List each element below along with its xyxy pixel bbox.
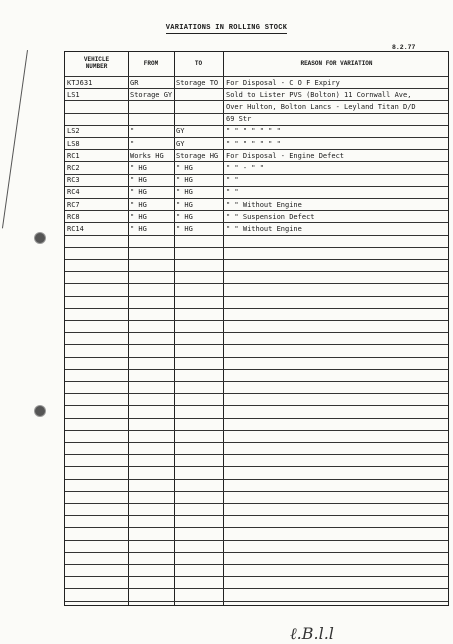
cell-reason: " " [226,188,239,197]
row-divider [65,271,448,272]
cell-vehicle-number: RC1 [67,151,80,160]
variations-table [64,51,449,606]
row-divider [65,296,448,297]
cell-to: " HG [176,163,193,172]
cell-vehicle-number: RC2 [67,163,80,172]
row-divider [65,576,448,577]
cell-from: " [130,127,135,136]
cell-from: GR [130,78,139,87]
cell-reason: " " Without Engine [226,224,302,233]
cell-vehicle-number: RC14 [67,224,84,233]
cell-from: " HG [130,163,147,172]
cell-vehicle-number: KTJ631 [67,78,93,87]
signature: ℓ.B.l.l [290,624,334,643]
cell-from: " HG [130,224,147,233]
cell-from: " [130,139,135,148]
cell-from: " HG [130,212,147,221]
row-divider [65,503,448,504]
row-divider [65,393,448,394]
cell-to: " HG [176,212,193,221]
cell-reason: " " " " " " " [226,127,281,136]
row-divider [65,283,448,284]
cell-vehicle-number: RC4 [67,188,80,197]
cell-to: " HG [176,188,193,197]
row-divider [65,552,448,553]
column-divider [174,52,175,605]
cell-vehicle-number: RC7 [67,200,80,209]
cell-from: Works HG [130,151,164,160]
cell-reason: " " - " " [226,163,264,172]
cell-reason: " " [226,176,239,185]
cell-from [130,101,174,113]
cell-vehicle-number: LS2 [67,127,80,136]
row-divider [65,601,448,602]
row-divider [65,466,448,467]
row-divider [65,418,448,419]
cell-to: " HG [176,224,193,233]
cell-vehicle-number: LS1 [67,90,80,99]
cell-to: GY [176,127,185,136]
cell-to [176,89,223,101]
row-divider [65,308,448,309]
page-edge-mark [2,50,28,228]
row-divider [65,369,448,370]
row-divider [65,259,448,260]
row-divider [65,442,448,443]
cell-from: " HG [130,176,147,185]
cell-vehicle-number: RC3 [67,176,80,185]
cell-reason: For Disposal - Engine Defect [226,151,345,160]
document-date: 8.2.77 [392,44,416,51]
row-divider [65,588,448,589]
cell-from [130,113,174,125]
header-reason: REASON FOR VARIATION [300,59,373,67]
cell-to [176,113,223,125]
row-divider [65,332,448,333]
cell-from: Storage GY [130,90,173,99]
punch-hole-top [35,233,45,243]
column-divider [128,52,129,605]
row-divider [65,405,448,406]
row-divider [65,527,448,528]
cell-from: " HG [130,200,147,209]
row-divider [65,344,448,345]
header-from: FROM [143,59,159,67]
header-vehicle-number: VEHICLE NUMBER [83,56,110,70]
row-divider [65,540,448,541]
cell-to: " HG [176,176,193,185]
cell-vehicle-number [67,101,127,113]
row-divider [65,564,448,565]
cell-reason: Sold to Lister PVS (Bolton) 11 Cornwall Ave, [226,90,412,99]
cell-to: GY [176,139,185,148]
cell-from: " HG [130,188,147,197]
cell-reason: For Disposal - C O F Expiry [226,78,340,87]
cell-reason: 69 Str [226,115,252,124]
cell-to [176,101,223,113]
cell-reason: " " " " " " " [226,139,281,148]
document-title-text: VARIATIONS IN ROLLING STOCK [165,24,288,32]
row-divider [65,357,448,358]
row-divider [65,247,448,248]
cell-to: " HG [176,200,193,209]
row-divider [65,454,448,455]
column-divider [223,52,224,605]
cell-to: Storage HG [176,151,219,160]
cell-vehicle-number: LS8 [67,139,80,148]
punch-hole-bottom [35,406,45,416]
cell-reason: Over Hulton, Bolton Lancs - Leyland Titan D/D [226,102,416,111]
row-divider [65,320,448,321]
document-title [0,24,453,32]
cell-vehicle-number: RC8 [67,212,80,221]
cell-reason: " " Suspension Defect [226,212,315,221]
cell-vehicle-number [67,113,127,125]
row-divider [65,479,448,480]
row-divider [65,381,448,382]
cell-reason: " " Without Engine [226,200,302,209]
header-to: TO [194,59,203,67]
row-divider [65,515,448,516]
cell-to: Storage TO [176,78,219,87]
row-divider [65,430,448,431]
row-divider [65,491,448,492]
